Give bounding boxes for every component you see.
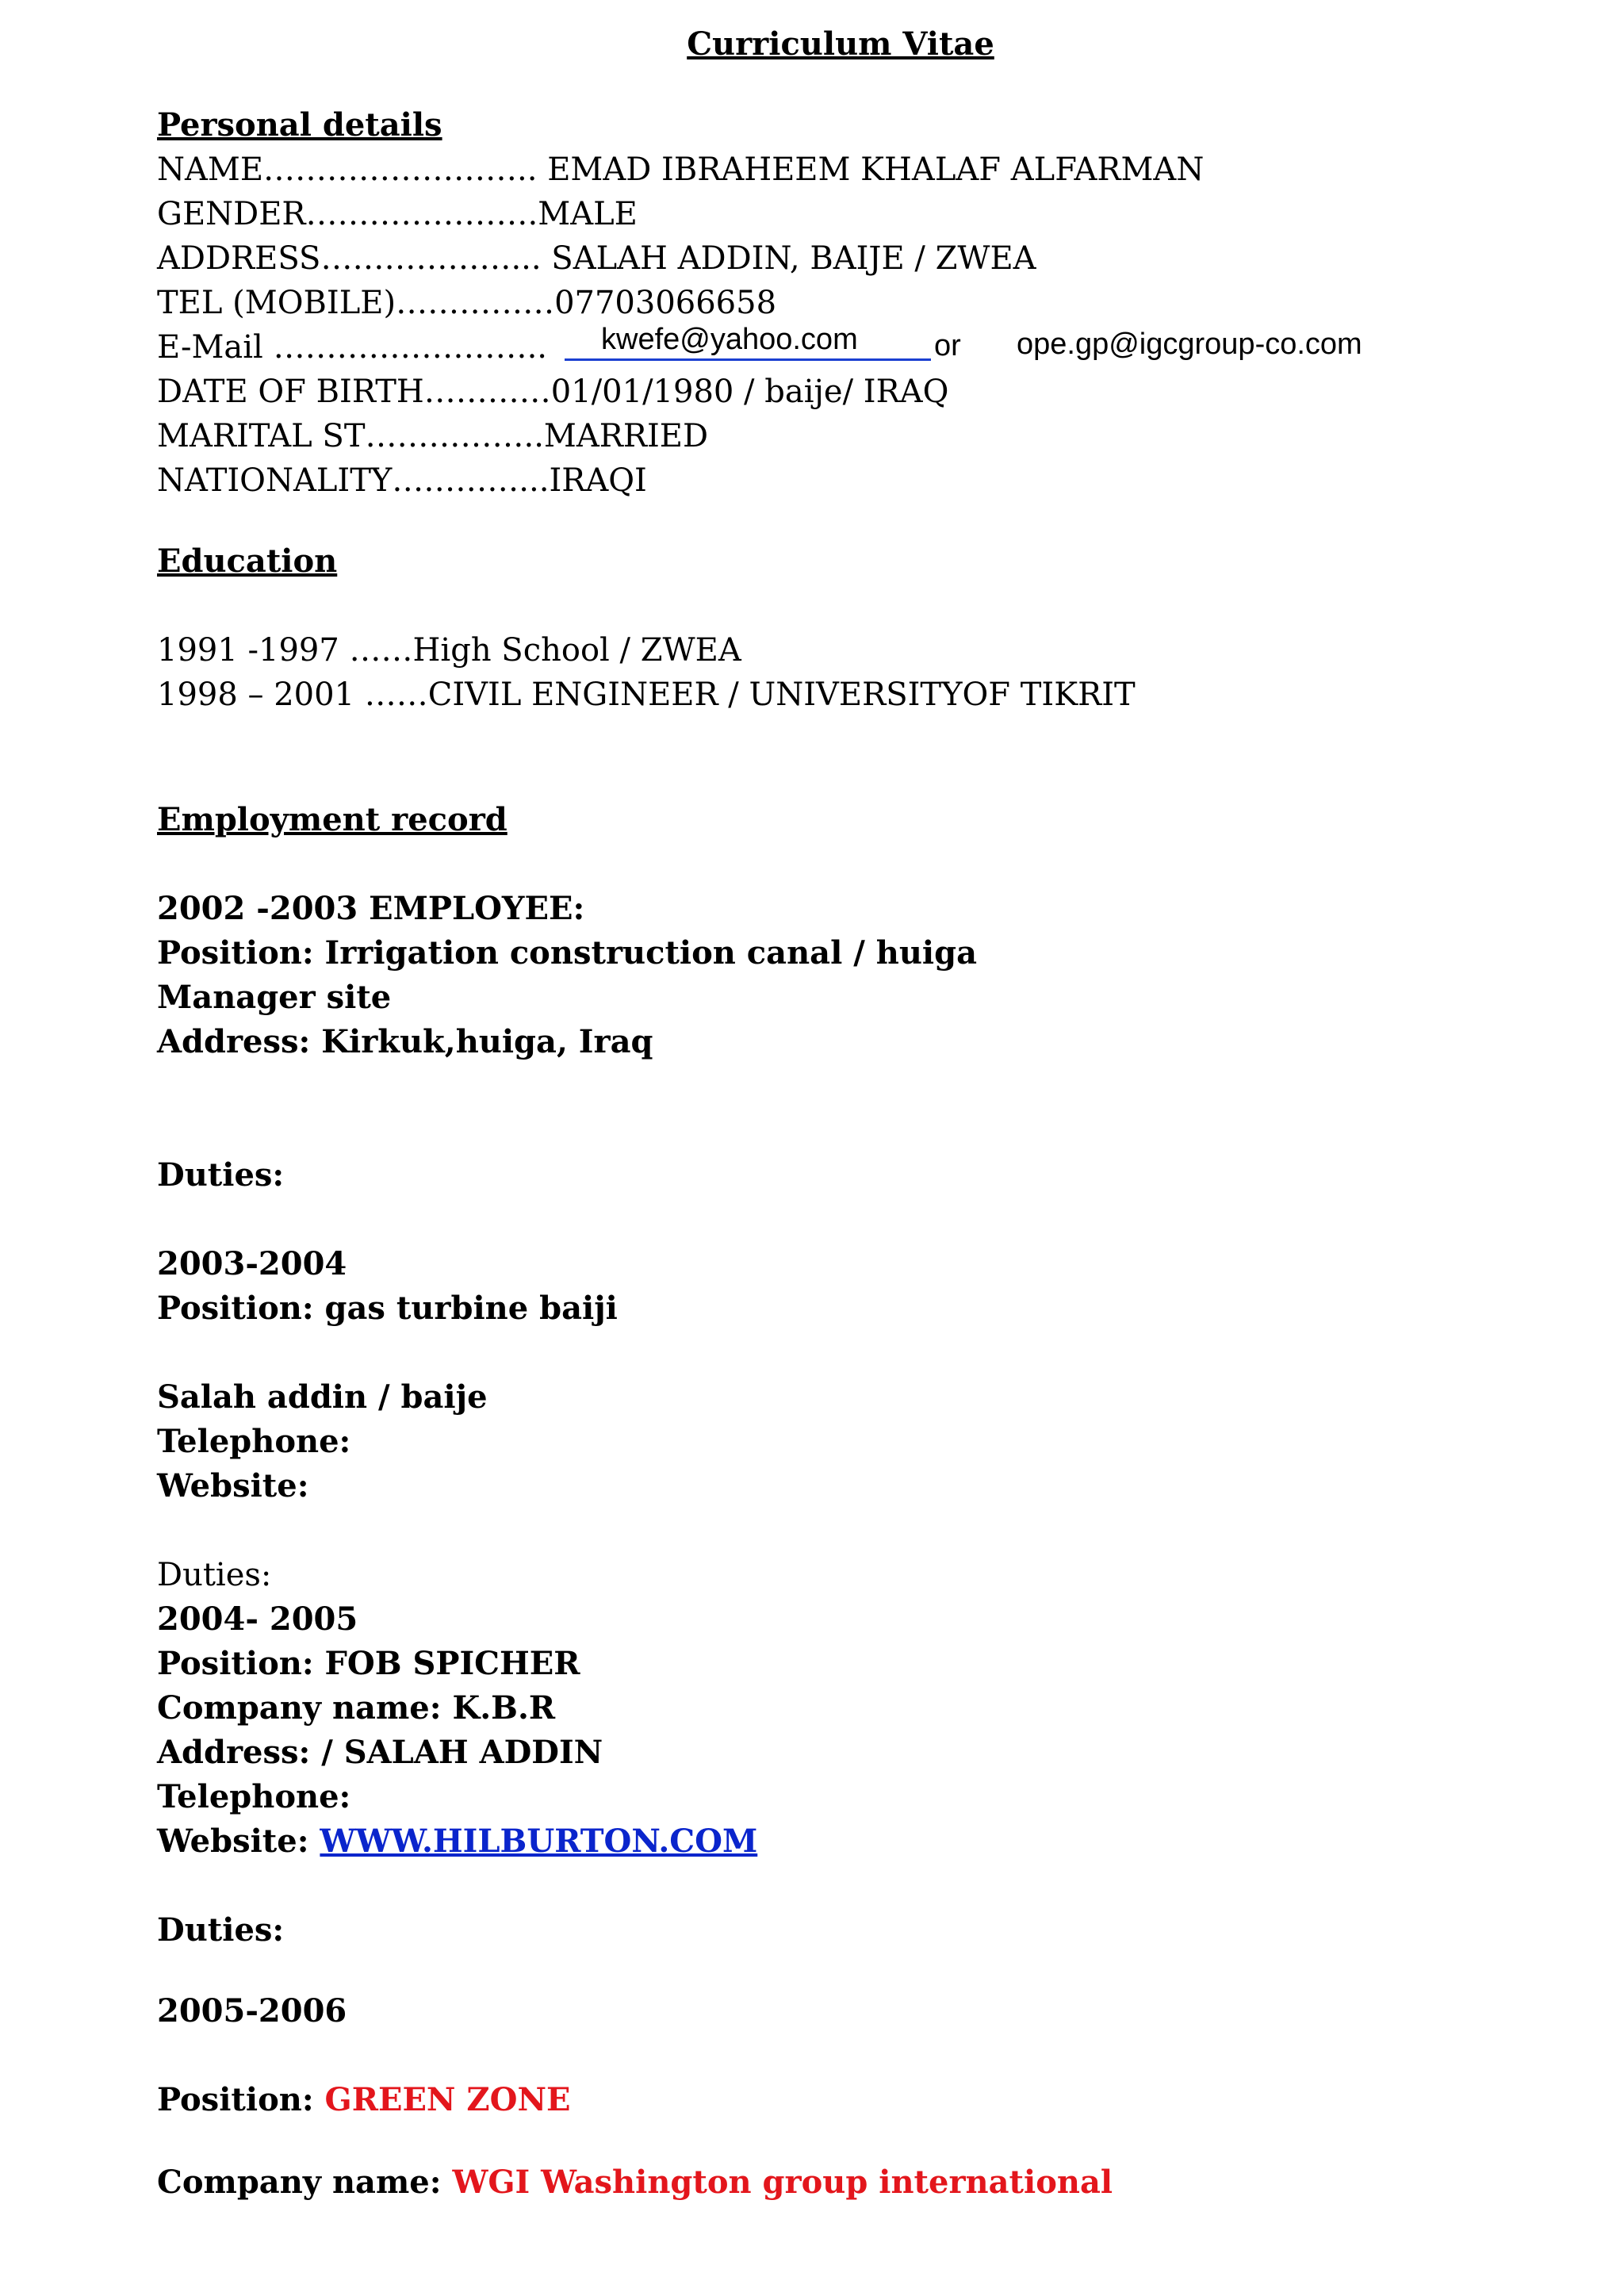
job2-website: Website: [157, 1467, 309, 1504]
marital-line: MARITAL ST……………..MARRIED [157, 418, 709, 454]
job2-telephone: Telephone: [157, 1423, 351, 1460]
email-or: or [934, 329, 961, 362]
job4-position-line [157, 2081, 571, 2119]
job3-website-label: Website: [157, 1823, 309, 1860]
job1-address: Address: Kirkuk,huiga, Iraq [157, 1023, 653, 1060]
job2-duties: Duties: [157, 1557, 272, 1593]
email-label: E-Mail …………………….. [157, 329, 547, 366]
job2-period: 2003-2004 [157, 1245, 347, 1282]
tel-line: TEL (MOBILE)……………07703066658 [157, 285, 777, 321]
email-primary[interactable]: kwefe@yahoo.com [601, 323, 858, 356]
job2-position: Position: gas turbine baiji [157, 1290, 618, 1327]
job3-address: Address: / SALAH ADDIN [157, 1734, 603, 1771]
job4-position-label: Position: [157, 2081, 314, 2118]
address-line: ADDRESS………………... SALAH ADDIN, BAIJE / ZWEA [157, 240, 1036, 277]
document-title: Curriculum Vitae [687, 25, 994, 63]
job3-period: 2004- 2005 [157, 1600, 358, 1638]
job4-company-line [157, 2164, 1113, 2202]
name-line: NAME…………………….. EMAD IBRAHEEM KHALAF ALFARMAN [157, 151, 1205, 188]
nationality-line: NATIONALITY…………...IRAQI [157, 462, 647, 499]
job4-position-value: GREEN ZONE [324, 2081, 571, 2118]
personal-details-heading: Personal details [157, 106, 442, 144]
job1-role: Manager site [157, 979, 392, 1016]
gender-line: GENDER………………….MALE [157, 196, 638, 232]
employment-heading: Employment record [157, 801, 508, 838]
job3-website-link[interactable]: WWW.HILBURTON.COM [320, 1823, 758, 1860]
job3-position: Position: FOB SPICHER [157, 1645, 580, 1682]
email-underline [565, 358, 931, 361]
education-item: 1998 – 2001 ……CIVIL ENGINEER / UNIVERSITYOF TIKRIT [157, 677, 1136, 713]
email-secondary[interactable]: ope.gp@igcgroup-co.com [1017, 328, 1362, 361]
job2-location: Salah addin / baije [157, 1378, 488, 1416]
job1-position: Position: Irrigation construction canal / huiga [157, 934, 977, 972]
job4-company-label: Company name: [157, 2164, 442, 2201]
education-item: 1991 -1997 ……High School / ZWEA [157, 632, 741, 669]
job3-website-line [157, 1823, 757, 1861]
job4-period: 2005-2006 [157, 1992, 347, 2030]
job3-company: Company name: K.B.R [157, 1689, 556, 1727]
job1-duties: Duties: [157, 1156, 285, 1194]
education-heading: Education [157, 542, 338, 580]
job3-duties: Duties: [157, 1911, 285, 1949]
job3-telephone: Telephone: [157, 1778, 351, 1815]
job1-period: 2002 -2003 EMPLOYEE: [157, 890, 585, 927]
dob-line: DATE OF BIRTH…………01/01/1980 / baije/ IRAQ [157, 374, 949, 410]
job4-company-value: WGI Washington group international [452, 2164, 1113, 2201]
